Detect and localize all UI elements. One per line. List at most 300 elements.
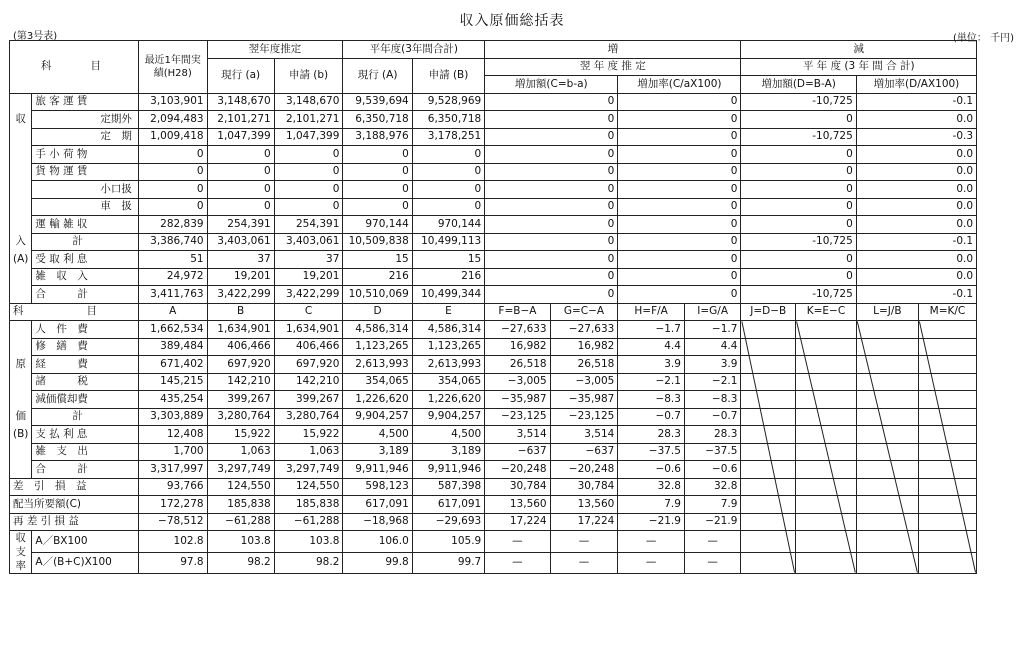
- increase-rate-cell: 0.0: [856, 216, 976, 234]
- value-cell: 3,280,764: [207, 408, 274, 426]
- value-cell: −2.1: [618, 373, 685, 391]
- cost-header-M: M=K/C: [918, 303, 976, 321]
- cost-header-H: H=F/A: [618, 303, 685, 321]
- value-cell: −637: [550, 443, 618, 461]
- struck-cell: [741, 408, 796, 426]
- value-cell: −37.5: [618, 443, 685, 461]
- value-cell: 389,484: [138, 338, 207, 356]
- value-cell: 4.4: [684, 338, 740, 356]
- value-cell: 3,297,749: [207, 461, 274, 479]
- value-cell: 3,178,251: [412, 128, 484, 146]
- value-cell: 0: [412, 198, 484, 216]
- increase-amount-cell: 0: [485, 216, 618, 234]
- row-label: 車 扱: [32, 198, 139, 216]
- value-cell: 3,280,764: [274, 408, 343, 426]
- row-label: 旅 客 運 賃: [32, 93, 139, 111]
- value-cell: 37: [207, 251, 274, 269]
- value-cell: 216: [343, 268, 412, 286]
- struck-cell: [796, 408, 857, 426]
- row-label: 定 期: [32, 128, 139, 146]
- struck-cell: [796, 338, 857, 356]
- value-cell: 3,189: [412, 443, 484, 461]
- increase-rate-cell: 0: [618, 251, 741, 269]
- struck-cell: [856, 338, 918, 356]
- value-cell: 2,613,993: [343, 356, 412, 374]
- value-cell: 106.0: [343, 531, 412, 553]
- struck-cell: [741, 391, 796, 409]
- struck-cell: [856, 426, 918, 444]
- value-cell: 28.3: [684, 426, 740, 444]
- row-label: 減価償却費: [32, 391, 139, 409]
- value-cell: 3,317,997: [138, 461, 207, 479]
- value-cell: 3,386,740: [138, 233, 207, 251]
- increase-rate-cell: -0.1: [856, 286, 976, 304]
- value-cell: 671,402: [138, 356, 207, 374]
- side-label: [10, 321, 32, 339]
- row-label: 修 繕 費: [32, 338, 139, 356]
- dash-cell: —: [550, 531, 618, 553]
- side-label: [10, 338, 32, 356]
- value-cell: 105.9: [412, 531, 484, 553]
- cost-header-item: 科 目: [10, 303, 139, 321]
- side-label-char: 率: [15, 560, 26, 572]
- revenue-row: [10, 128, 1024, 146]
- value-cell: 3,148,670: [274, 93, 343, 111]
- value-cell: −20,248: [485, 461, 550, 479]
- column-header-d-rate: 増加率(D/AX100): [856, 76, 976, 94]
- value-cell: 10,509,838: [343, 233, 412, 251]
- side-label: [10, 128, 32, 146]
- revenue-row: [10, 216, 1024, 234]
- value-cell: −3,005: [550, 373, 618, 391]
- struck-cell: [741, 531, 796, 553]
- column-header-next-year: 翌年度推定: [207, 41, 343, 59]
- struck-cell: [856, 408, 918, 426]
- column-header-current-a: 現行 (a): [207, 58, 274, 93]
- summary-table: [9, 40, 1024, 574]
- struck-cell: [796, 552, 857, 574]
- value-cell: 1,634,901: [207, 321, 274, 339]
- value-cell: 3,422,299: [207, 286, 274, 304]
- value-cell: 172,278: [138, 496, 207, 514]
- value-cell: 1,123,265: [343, 338, 412, 356]
- increase-amount-cell: -10,725: [741, 93, 856, 111]
- row-label: 受 取 利 息: [32, 251, 139, 269]
- struck-cell: [918, 461, 976, 479]
- row-label: 合 計: [32, 286, 139, 304]
- value-cell: 9,911,946: [412, 461, 484, 479]
- value-cell: 13,560: [485, 496, 550, 514]
- revenue-row: [10, 93, 1024, 111]
- value-cell: 6,350,718: [412, 111, 484, 129]
- value-cell: 103.8: [207, 531, 274, 553]
- row-label: 運 輸 雑 収: [32, 216, 139, 234]
- value-cell: −0.7: [618, 408, 685, 426]
- value-cell: 19,201: [207, 268, 274, 286]
- value-cell: 4,500: [412, 426, 484, 444]
- side-label-char: 支: [15, 546, 26, 558]
- increase-rate-cell: 0: [618, 198, 741, 216]
- value-cell: 3,189: [343, 443, 412, 461]
- value-cell: −37.5: [684, 443, 740, 461]
- increase-rate-cell: 0.0: [856, 111, 976, 129]
- increase-rate-cell: 0.0: [856, 163, 976, 181]
- result-row: [10, 478, 1024, 496]
- cost-header-A: A: [138, 303, 207, 321]
- increase-amount-cell: 0: [741, 163, 856, 181]
- side-label: [10, 268, 32, 286]
- cost-header-L: L=J/B: [856, 303, 918, 321]
- revenue-row: [10, 233, 1024, 251]
- value-cell: 3,297,749: [274, 461, 343, 479]
- value-cell: −61,288: [207, 513, 274, 531]
- struck-cell: [741, 426, 796, 444]
- revenue-row: [10, 163, 1024, 181]
- struck-cell: [741, 496, 796, 514]
- value-cell: 3,411,763: [138, 286, 207, 304]
- cost-header-I: I=G/A: [684, 303, 740, 321]
- header-row: [10, 41, 1024, 59]
- value-cell: 17,224: [485, 513, 550, 531]
- value-cell: 30,784: [485, 478, 550, 496]
- document-title: 収入原価総括表: [459, 13, 565, 29]
- dash-cell: —: [485, 552, 550, 574]
- side-label: [10, 461, 32, 479]
- value-cell: 406,466: [274, 338, 343, 356]
- value-cell: 1,662,534: [138, 321, 207, 339]
- value-cell: 617,091: [412, 496, 484, 514]
- column-header-request-b: 申請 (b): [274, 58, 343, 93]
- increase-rate-cell: 0: [618, 163, 741, 181]
- struck-cell: [796, 531, 857, 553]
- value-cell: 0: [138, 181, 207, 199]
- struck-cell: [796, 513, 857, 531]
- side-label: 原: [10, 356, 32, 374]
- cost-row: [10, 338, 1024, 356]
- increase-amount-cell: 0: [741, 146, 856, 164]
- row-label: A／(B+C)X100: [32, 552, 139, 574]
- increase-rate-cell: 0.0: [856, 198, 976, 216]
- value-cell: 1,123,265: [412, 338, 484, 356]
- increase-rate-cell: 0: [618, 268, 741, 286]
- value-cell: 399,267: [274, 391, 343, 409]
- value-cell: −35,987: [485, 391, 550, 409]
- increase-rate-cell: -0.3: [856, 128, 976, 146]
- value-cell: 16,982: [485, 338, 550, 356]
- value-cell: 399,267: [207, 391, 274, 409]
- struck-cell: [856, 321, 918, 339]
- value-cell: 3.9: [684, 356, 740, 374]
- struck-cell: [918, 321, 976, 339]
- value-cell: 32.8: [618, 478, 685, 496]
- row-label: 定期外: [32, 111, 139, 129]
- value-cell: 97.8: [138, 552, 207, 574]
- value-cell: 3,103,901: [138, 93, 207, 111]
- cost-header-E: E: [412, 303, 484, 321]
- increase-amount-cell: 0: [485, 111, 618, 129]
- column-header-d-amount: 増加額(D=B-A): [741, 76, 856, 94]
- value-cell: 3,514: [485, 426, 550, 444]
- value-cell: −0.6: [618, 461, 685, 479]
- row-label: 雑 支 出: [32, 443, 139, 461]
- increase-amount-cell: 0: [741, 181, 856, 199]
- cost-header-B: B: [207, 303, 274, 321]
- value-cell: −3,005: [485, 373, 550, 391]
- struck-cell: [741, 338, 796, 356]
- cost-header-C: C: [274, 303, 343, 321]
- value-cell: 16,982: [550, 338, 618, 356]
- value-cell: 4,500: [343, 426, 412, 444]
- increase-amount-cell: -10,725: [741, 286, 856, 304]
- value-cell: 0: [274, 163, 343, 181]
- value-cell: 15: [343, 251, 412, 269]
- revenue-row: [10, 146, 1024, 164]
- value-cell: 30,784: [550, 478, 618, 496]
- value-cell: 697,920: [207, 356, 274, 374]
- side-label-char: 収: [15, 532, 26, 544]
- row-label: 小口扱: [32, 181, 139, 199]
- value-cell: 1,700: [138, 443, 207, 461]
- struck-cell: [741, 373, 796, 391]
- value-cell: 7.9: [618, 496, 685, 514]
- column-header-request-B: 申請 (B): [412, 58, 484, 93]
- value-cell: 15,922: [274, 426, 343, 444]
- side-label: [10, 198, 32, 216]
- dash-cell: —: [550, 552, 618, 574]
- cost-header-F: F=B−A: [485, 303, 550, 321]
- row-label: 配当所要額(C): [10, 496, 139, 514]
- value-cell: 93,766: [138, 478, 207, 496]
- value-cell: −637: [485, 443, 550, 461]
- value-cell: −2.1: [684, 373, 740, 391]
- increase-amount-cell: 0: [741, 216, 856, 234]
- struck-cell: [741, 356, 796, 374]
- value-cell: −0.7: [684, 408, 740, 426]
- column-header-recent: 最近1年間実績(H28): [138, 41, 207, 94]
- value-cell: 19,201: [274, 268, 343, 286]
- struck-cell: [796, 478, 857, 496]
- result-row: [10, 496, 1024, 514]
- struck-cell: [856, 391, 918, 409]
- struck-cell: [796, 373, 857, 391]
- value-cell: 617,091: [343, 496, 412, 514]
- increase-rate-cell: 0: [618, 233, 741, 251]
- struck-cell: [856, 496, 918, 514]
- revenue-row: [10, 111, 1024, 129]
- value-cell: 354,065: [343, 373, 412, 391]
- increase-amount-cell: 0: [485, 233, 618, 251]
- value-cell: −0.6: [684, 461, 740, 479]
- increase-rate-cell: 0.0: [856, 268, 976, 286]
- side-label: [10, 163, 32, 181]
- value-cell: 99.7: [412, 552, 484, 574]
- column-header-avg: 平年度(3年間合計): [343, 41, 485, 59]
- value-cell: 99.8: [343, 552, 412, 574]
- dash-cell: —: [485, 531, 550, 553]
- cost-row: [10, 373, 1024, 391]
- value-cell: 102.8: [138, 531, 207, 553]
- revenue-row: [10, 251, 1024, 269]
- value-cell: 1,047,399: [274, 128, 343, 146]
- value-cell: 9,911,946: [343, 461, 412, 479]
- value-cell: 254,391: [207, 216, 274, 234]
- dash-cell: —: [684, 552, 740, 574]
- value-cell: 9,904,257: [412, 408, 484, 426]
- value-cell: 9,528,969: [412, 93, 484, 111]
- struck-cell: [918, 496, 976, 514]
- increase-amount-cell: 0: [485, 251, 618, 269]
- row-label: 人 件 費: [32, 321, 139, 339]
- value-cell: 587,398: [412, 478, 484, 496]
- revenue-row: [10, 181, 1024, 199]
- value-cell: 0: [343, 181, 412, 199]
- value-cell: 124,550: [274, 478, 343, 496]
- column-header-c-rate: 増加率(C/aX100): [618, 76, 741, 94]
- value-cell: 0: [274, 198, 343, 216]
- value-cell: 4.4: [618, 338, 685, 356]
- value-cell: 1,047,399: [207, 128, 274, 146]
- increase-amount-cell: 0: [485, 181, 618, 199]
- value-cell: 26,518: [485, 356, 550, 374]
- side-label: [10, 216, 32, 234]
- value-cell: 3,422,299: [274, 286, 343, 304]
- value-cell: −61,288: [274, 513, 343, 531]
- revenue-row: [10, 198, 1024, 216]
- increase-rate-cell: 0: [618, 111, 741, 129]
- value-cell: −29,693: [412, 513, 484, 531]
- value-cell: 6,350,718: [343, 111, 412, 129]
- value-cell: 3,188,976: [343, 128, 412, 146]
- struck-cell: [918, 373, 976, 391]
- value-cell: 697,920: [274, 356, 343, 374]
- value-cell: 98.2: [274, 552, 343, 574]
- value-cell: 15,922: [207, 426, 274, 444]
- value-cell: 3.9: [618, 356, 685, 374]
- value-cell: 435,254: [138, 391, 207, 409]
- value-cell: 1,063: [207, 443, 274, 461]
- increase-amount-cell: 0: [485, 286, 618, 304]
- value-cell: 17,224: [550, 513, 618, 531]
- struck-cell: [796, 426, 857, 444]
- row-label: 再 差 引 損 益: [10, 513, 139, 531]
- increase-rate-cell: -0.1: [856, 93, 976, 111]
- increase-rate-cell: 0.0: [856, 146, 976, 164]
- value-cell: 37: [274, 251, 343, 269]
- cost-header-row: [10, 303, 1024, 321]
- value-cell: 98.2: [207, 552, 274, 574]
- value-cell: 0: [343, 146, 412, 164]
- column-header-current-A: 現行 (A): [343, 58, 412, 93]
- value-cell: −27,633: [550, 321, 618, 339]
- side-label: 入: [10, 233, 32, 251]
- row-label: 諸 税: [32, 373, 139, 391]
- cost-row: [10, 426, 1024, 444]
- struck-cell: [918, 356, 976, 374]
- column-header-next-estimate: 翌 年 度 推 定: [485, 58, 741, 76]
- struck-cell: [856, 552, 918, 574]
- column-header-c-amount: 増加額(C=b-a): [485, 76, 618, 94]
- value-cell: 0: [138, 146, 207, 164]
- value-cell: 124,550: [207, 478, 274, 496]
- struck-cell: [796, 321, 857, 339]
- value-cell: 9,904,257: [343, 408, 412, 426]
- value-cell: 1,063: [274, 443, 343, 461]
- value-cell: 0: [138, 198, 207, 216]
- side-label: (A): [10, 251, 32, 269]
- struck-cell: [741, 321, 796, 339]
- value-cell: 10,510,069: [343, 286, 412, 304]
- struck-cell: [796, 443, 857, 461]
- value-cell: 970,144: [343, 216, 412, 234]
- struck-cell: [741, 443, 796, 461]
- row-label: 貨 物 運 賃: [32, 163, 139, 181]
- struck-cell: [741, 478, 796, 496]
- increase-amount-cell: 0: [741, 198, 856, 216]
- unit-label: (単位： 千円): [953, 33, 1014, 44]
- value-cell: 0: [207, 181, 274, 199]
- increase-rate-cell: 0: [618, 93, 741, 111]
- increase-rate-cell: -0.1: [856, 233, 976, 251]
- value-cell: −21.9: [618, 513, 685, 531]
- result-row: [10, 513, 1024, 531]
- value-cell: 1,226,620: [343, 391, 412, 409]
- value-cell: 254,391: [274, 216, 343, 234]
- increase-rate-cell: 0.0: [856, 181, 976, 199]
- struck-cell: [918, 391, 976, 409]
- struck-cell: [918, 552, 976, 574]
- struck-cell: [918, 408, 976, 426]
- cost-row: [10, 461, 1024, 479]
- dash-cell: —: [684, 531, 740, 553]
- row-label: 雑 収 入: [32, 268, 139, 286]
- value-cell: 0: [207, 146, 274, 164]
- cost-row: [10, 391, 1024, 409]
- struck-cell: [856, 531, 918, 553]
- struck-cell: [856, 513, 918, 531]
- row-label: 差 引 損 益: [10, 478, 139, 496]
- value-cell: 216: [412, 268, 484, 286]
- struck-cell: [856, 356, 918, 374]
- value-cell: −18,968: [343, 513, 412, 531]
- struck-cell: [796, 356, 857, 374]
- struck-cell: [741, 461, 796, 479]
- increase-rate-cell: 0: [618, 286, 741, 304]
- value-cell: 51: [138, 251, 207, 269]
- value-cell: 24,972: [138, 268, 207, 286]
- side-label: [10, 531, 32, 574]
- struck-cell: [856, 478, 918, 496]
- value-cell: 4,586,314: [343, 321, 412, 339]
- revenue-row: [10, 286, 1024, 304]
- value-cell: 28.3: [618, 426, 685, 444]
- value-cell: 142,210: [274, 373, 343, 391]
- side-label: [10, 181, 32, 199]
- value-cell: −20,248: [550, 461, 618, 479]
- value-cell: −35,987: [550, 391, 618, 409]
- value-cell: −23,125: [550, 408, 618, 426]
- value-cell: 970,144: [412, 216, 484, 234]
- value-cell: 7.9: [684, 496, 740, 514]
- row-label: 支 払 利 息: [32, 426, 139, 444]
- struck-cell: [918, 513, 976, 531]
- value-cell: −8.3: [684, 391, 740, 409]
- value-cell: 2,101,271: [207, 111, 274, 129]
- value-cell: 142,210: [207, 373, 274, 391]
- increase-amount-cell: 0: [741, 268, 856, 286]
- value-cell: 3,148,670: [207, 93, 274, 111]
- ratio-row: [10, 531, 1024, 553]
- increase-amount-cell: 0: [485, 128, 618, 146]
